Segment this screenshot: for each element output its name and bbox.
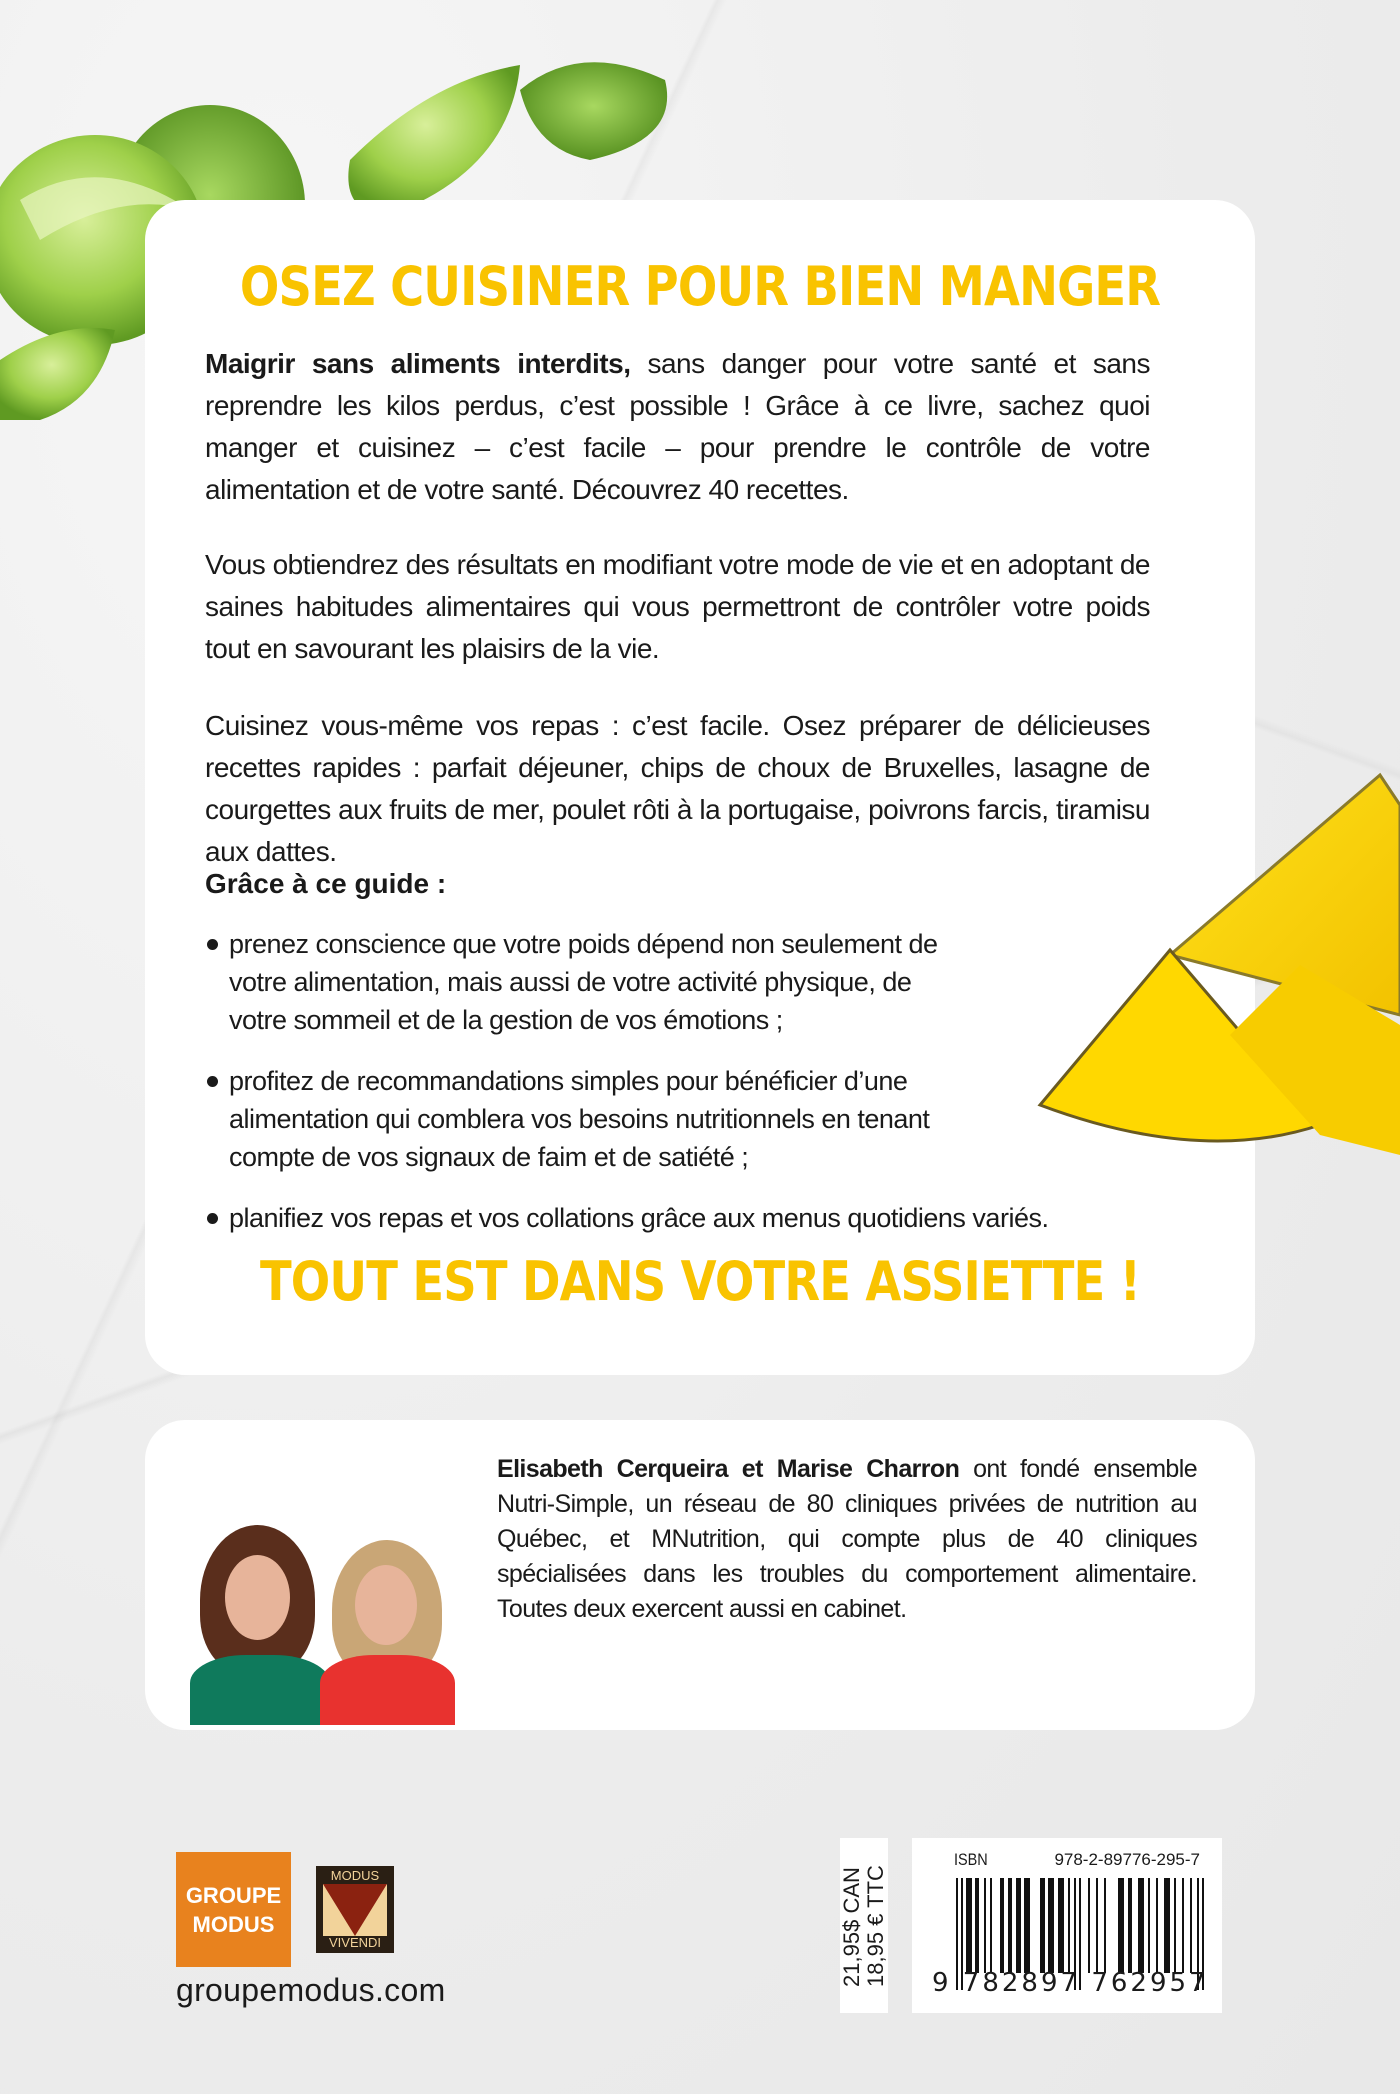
- author-panel: [145, 1420, 1255, 1730]
- guide-item: planifiez vos repas et vos collations grâce aux menus quotidiens variés.: [205, 1199, 1109, 1237]
- bullet-icon: [207, 1213, 218, 1224]
- author-names: Elisabeth Cerqueira et Marise Charron: [497, 1455, 960, 1483]
- groupe-modus-logo: GROUPE MODUS: [176, 1852, 291, 1967]
- price-label: [840, 1838, 888, 2013]
- results-paragraph: Vous obtiendrez des résultats en modifiant votre mode de vie et en adoptant de saines habitudes alimentaires qui vous permettront de contrôler votre poids tout en savourant les plaisirs de la vie.: [205, 549, 1150, 664]
- author-bio: [497, 1452, 1197, 1627]
- isbn-label: ISBN: [954, 1850, 988, 1869]
- guide-item: profitez de recommandations simples pour bénéficier d’une alimentation qui comblera vos besoins nutritionnels en tenant compte de vos signaux de faim et de satiété ;: [205, 1062, 965, 1176]
- triangle-icon: [323, 1884, 387, 1936]
- pineapple-image: [1020, 765, 1400, 1165]
- guide-heading: Grâce à ce guide :: [205, 868, 447, 899]
- price-cad: 21,95$ CAN: [839, 1866, 864, 1987]
- author-2-figure: [320, 1540, 455, 1725]
- bullet-icon: [207, 1076, 218, 1087]
- author-1-figure: [190, 1525, 330, 1725]
- modus-vivendi-logo: MODUS VIVENDI: [316, 1866, 394, 1953]
- recipes-paragraph: Cuisinez vous-même vos repas : c’est facile. Osez préparer de délicieuses recettes rapides : parfait déjeuner, chips de choux de Bruxelles, lasagne de courgettes aux fruits de mer, poulet rôti à la portugaise, poivrons farcis, tiramisu aux dattes.: [205, 710, 1150, 867]
- guide-item: prenez conscience que votre poids dépend non seulement de votre alimentation, mais aussi de votre activité physique, de votre sommeil et de la gestion de vos émotions ;: [205, 925, 965, 1039]
- intro-text: sans danger pour votre santé et sans reprendre les kilos perdus, c’est possible ! Grâce à ce livre, sachez quoi manger et cuisinez – c’est facile – pour prendre le contrôle de votre alimentation et de votre santé. Découvrez 40 recettes.: [205, 348, 1150, 505]
- isbn-number: 978-2-89776-295-7: [1054, 1850, 1200, 1869]
- author-bio-text: ont fondé ensemble Nutri-Simple, un réseau de 80 cliniques privées de nutrition au Québec, et MNutrition, qui compte plus de 40 cliniques spécialisées dans les troubles du comportement alimentaire. Toutes deux exercent aussi en cabinet.: [497, 1455, 1197, 1623]
- bullet-icon: [207, 939, 218, 950]
- price-eur: 18,95 € TTC: [863, 1864, 888, 1987]
- publisher-website[interactable]: groupemodus.com: [176, 1972, 446, 2008]
- isbn-barcode: [912, 1838, 1222, 2013]
- headline-top: OSEZ CUISINER POUR BIEN MANGER: [239, 255, 1161, 318]
- headline-bottom: TOUT EST DANS VOTRE ASSIETTE !: [259, 1250, 1141, 1313]
- author-photo: [185, 1505, 455, 1725]
- guide-list: [205, 925, 1049, 1260]
- barcode-digits: 9 782897 762957: [932, 1968, 1209, 1998]
- intro-paragraph: [205, 343, 1150, 511]
- intro-bold: Maigrir sans aliments interdits,: [205, 348, 631, 379]
